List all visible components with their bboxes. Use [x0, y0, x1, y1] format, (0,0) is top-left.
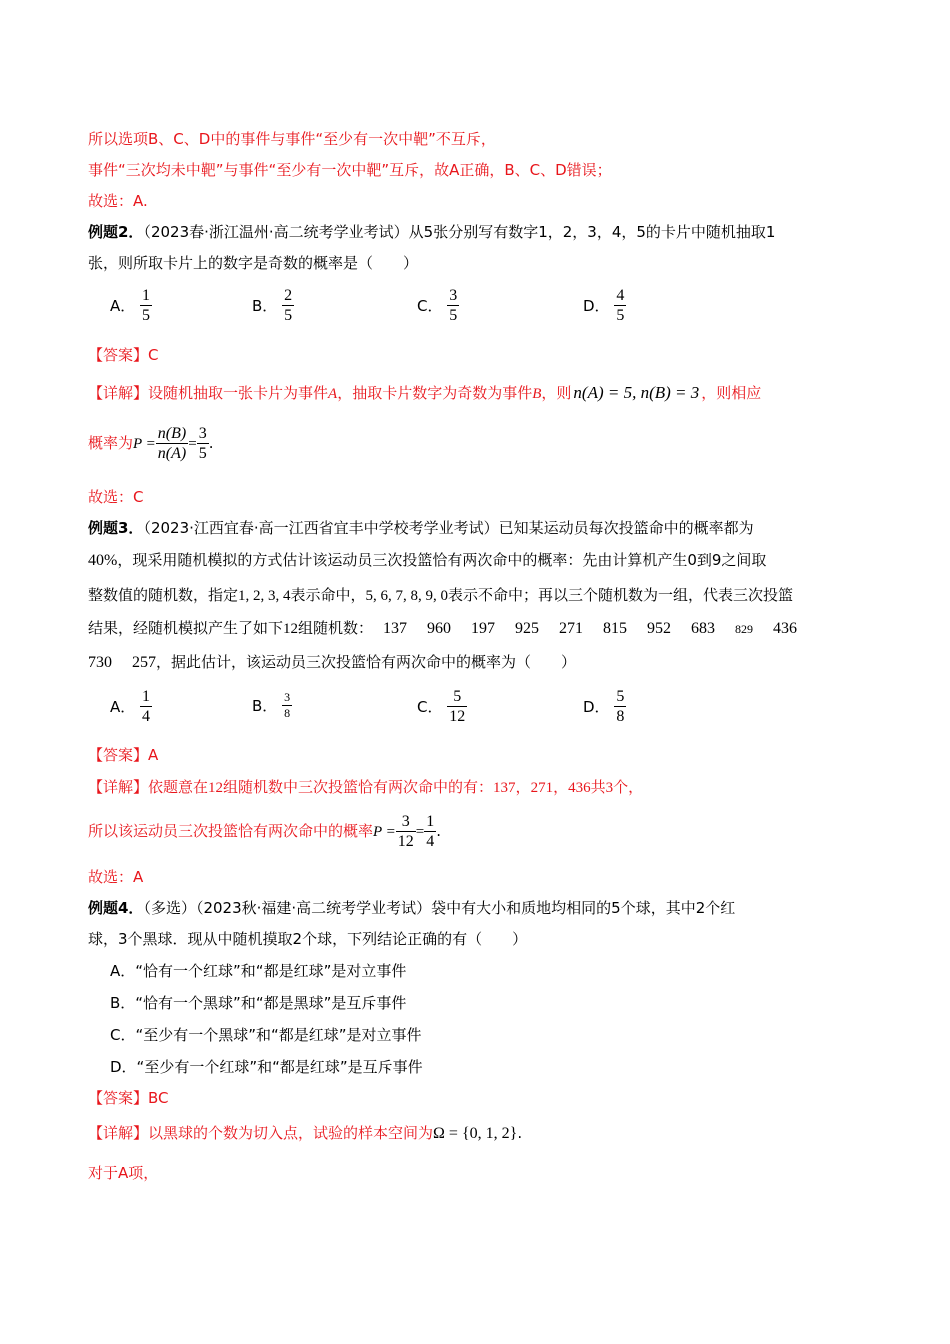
- ex3-option-b-fraction: $\frac{3}{8}$: [284, 690, 291, 720]
- ex2-result-fraction: $\frac{3}{5}$: [198, 425, 207, 462]
- ex3-random-numbers-1: 137 960 197 925 271 815 952 683 829 436: [383, 620, 798, 637]
- ex3-detail-line-1: 【详解】依题意在12组随机数中三次投篮恰有两次命中的有：137，271，436共3个，: [88, 778, 644, 796]
- ex3-question-line-2: 40%，现采用随机模拟的方式估计该运动员三次投篮恰有两次命中的概率：先由计算机产生0到9之间取: [88, 551, 767, 569]
- ex4-option-d: D．“至少有一个红球”和“都是红球”是互斥事件: [110, 1058, 423, 1076]
- ex4-question-line-1: 例题4．（多选）（2023秋·福建·高二统考学业考试）袋中有大小和质地均相同的5个球，其中2个红: [88, 899, 736, 917]
- ex3-question-line-3: 整数值的随机数，指定1, 2, 3, 4表示命中，5, 6, 7, 8, 9, 0表示不命中；再以三个随机数为一组，代表三次投篮: [88, 586, 794, 604]
- ex3-answer: 【答案】A: [88, 746, 159, 764]
- ex3-option-b: B． $\frac{3}{8}$: [252, 690, 291, 720]
- ex4-detail-line-1: 【详解】以黑球的个数为切入点，试验的样本空间为Ω = {0, 1, 2}.: [88, 1124, 523, 1142]
- ex3-option-d: D． $\frac{5}{8}$: [583, 688, 625, 725]
- ex2-conclusion: 故选：C: [88, 488, 144, 506]
- ex3-option-d-fraction: $\frac{5}{8}$: [616, 688, 625, 725]
- ex3-question-line-4: 结果，经随机模拟产生了如下12组随机数： 137 960 197 925 271 815 952 683 829 436: [88, 619, 798, 637]
- ex3-question-line-5: 730 257，据此估计，该运动员三次投篮恰有两次命中的概率为（ ）: [88, 653, 577, 671]
- ex2-option-c: C． $\frac{3}{5}$: [417, 287, 458, 324]
- ex2-option-a-fraction: $\frac{1}{5}$: [142, 287, 151, 324]
- ex4-option-a: A．“恰有一个红球”和“都是红球”是对立事件: [110, 962, 407, 980]
- intro-line-3: 故选：A.: [88, 192, 148, 210]
- ex3-option-c-fraction: $\frac{5}{12}$: [449, 688, 466, 725]
- ex2-detail-line-2: 概率为P = $\frac{n(B)}{n(A)}$ = $\frac{3}{5}$ .: [88, 425, 214, 462]
- ex2-probability-fraction: $\frac{n(B)}{n(A)}$: [157, 425, 187, 462]
- intro-line-2: 事件“三次均未中靶”与事件“至少有一次中靶”互斥，故A正确，B、C、D错误；: [88, 161, 612, 179]
- ex2-option-c-fraction: $\frac{3}{5}$: [449, 287, 458, 324]
- ex3-option-a: A． $\frac{1}{4}$: [110, 688, 151, 725]
- ex3-detail-line-2: 所以该运动员三次投篮恰有两次命中的概率P = $\frac{3}{12}$ = $\frac{1}{4}$ .: [88, 813, 442, 850]
- ex2-question-line-2: 张，则所取卡片上的数字是奇数的概率是（ ）: [88, 254, 419, 272]
- ex3-random-numbers-2: 730 257: [88, 654, 156, 671]
- ex2-question-line-1: [88, 221, 775, 243]
- ex2-option-b-fraction: $\frac{2}{5}$: [284, 287, 293, 324]
- ex2-option-b: B． $\frac{2}{5}$: [252, 287, 293, 324]
- intro-line-1: 所以选项B、C、D中的事件与事件“至少有一次中靶”不互斥，: [88, 130, 496, 148]
- ex4-option-b: B．“恰有一个黑球”和“都是黑球”是互斥事件: [110, 994, 407, 1012]
- ex4-answer: 【答案】BC: [88, 1089, 169, 1107]
- ex2-count-formula: n(A) = 5, n(B) = 3: [573, 383, 700, 402]
- ex2-option-a: A． $\frac{1}{5}$: [110, 287, 151, 324]
- ex3-result-fraction: $\frac{1}{4}$: [426, 813, 435, 850]
- ex2-detail-line-1: 【详解】设随机抽取一张卡片为事件A，抽取卡片数字为奇数为事件B，则 n(A) = 5, n(B) = 3 ，则相应: [88, 383, 762, 402]
- ex2-answer: 【答案】C: [88, 346, 159, 364]
- ex3-option-c: C． $\frac{5}{12}$: [417, 688, 466, 725]
- ex3-probability-fraction: $\frac{3}{12}$: [397, 813, 414, 850]
- ex2-option-d-fraction: $\frac{4}{5}$: [616, 287, 625, 324]
- ex4-detail-line-2: 对于A项，: [88, 1164, 159, 1182]
- ex4-question-line-2: 球，3个黑球．现从中随机摸取2个球，下列结论正确的有（ ）: [88, 930, 528, 948]
- ex4-sample-space: Ω = {0, 1, 2}: [433, 1125, 518, 1142]
- ex3-conclusion: 故选：A: [88, 868, 144, 886]
- ex3-question-line-1: 例题3．（2023·江西宜春·高一江西省宜丰中学校考学业考试）已知某运动员每次投篮命中的概率都为: [88, 519, 754, 537]
- ex4-option-c: C．“至少有一个黑球”和“都是红球”是对立事件: [110, 1026, 422, 1044]
- ex2-label: 例题2．: [88, 223, 144, 241]
- ex2-option-d: D． $\frac{4}{5}$: [583, 287, 625, 324]
- ex3-option-a-fraction: $\frac{1}{4}$: [142, 688, 151, 725]
- ex2-source: （2023春·浙江温州·高二统考学业考试）从5张分别写有数字1，2，3，4，5的卡片中随机抽取1: [143, 223, 776, 241]
